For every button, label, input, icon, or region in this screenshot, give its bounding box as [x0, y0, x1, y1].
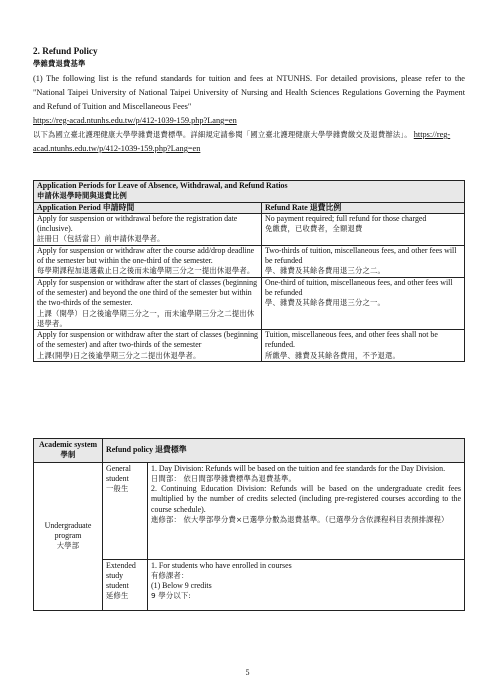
table-row	[34, 213, 465, 245]
rate-zh: 免繳費，已收費者，全額退費	[265, 224, 363, 234]
student-type-zh: 一般生	[106, 484, 129, 494]
leave-refund-table	[33, 180, 465, 362]
header-system-zh: 學制	[60, 450, 76, 460]
intro-text-zh: 以下為國立臺北護理健康大學學雜費退費標準。詳細規定請參閱「國立臺北護理健康大學學雜費繳交及退費辦法」。	[33, 130, 412, 139]
table-title-row	[34, 181, 465, 203]
period-cell	[34, 277, 262, 329]
rate-cell	[262, 330, 465, 362]
period-cell	[34, 245, 262, 277]
intro-paragraph-zh	[33, 128, 465, 156]
student-type-en: General student	[106, 463, 131, 483]
section-heading: 2. Refund Policy	[33, 46, 98, 56]
table-title-zh: 申請休退學時間與退費比例	[37, 191, 127, 201]
intro-text-en: (1) The following list is the refund standards for tuition and fees at NTUNHS. For detailed provisions, please refer to the "National Taipei University of National Taipei University of Nursing and Health Sciences Regulations Governing the Payment and Refund of Tuition and Miscellaneous Fees"	[33, 74, 465, 111]
policy-item-zh: 有修課者：	[151, 570, 189, 580]
period-en: Apply for suspension or withdraw after the course add/drop deadline of the semester but within the one-third of the semester.	[37, 245, 255, 266]
system-zh: 大學部	[56, 541, 80, 551]
period-cell	[34, 330, 262, 362]
policy-item-en: 1. For students who have enrolled in courses	[151, 560, 292, 570]
policy-item-en: 2. Continuing Education Division: Refunds will be based on the undergraduate credit fees multiplied by the number of credits selected (including pre-registered courses according to the course schedule).	[151, 484, 461, 514]
policy-header-row	[34, 439, 465, 463]
rate-cell	[262, 245, 465, 277]
table-header-row	[34, 202, 465, 213]
header-academic-system	[34, 439, 103, 463]
period-en: Apply for suspension or withdraw after the start of classes (beginning of the semester) and beyond the one third of the semester but within the two-thirds of the semester.	[37, 277, 258, 308]
rate-en: Two-thirds of tuition, miscellaneous fees, and other fees will be refunded	[265, 245, 457, 266]
rate-cell	[262, 277, 465, 329]
period-zh: 上課（開學）日之後逾學期三分之一，而未逾學期三分之二提出休退學者。	[37, 308, 255, 328]
rate-zh: 學、雜費及其餘各費用退三分之一。	[265, 298, 385, 308]
intro-paragraph-en	[33, 72, 465, 128]
period-en: Apply for suspension or withdrawal before the registration date (inclusive).	[37, 213, 238, 234]
rate-cell	[262, 213, 465, 245]
student-type-zh: 延修生	[106, 591, 129, 601]
rate-zh: 所繳學、雜費及其餘各費用，不予退還。	[265, 350, 400, 360]
rate-en: One-third of tuition, miscellaneous fees, and other fees will be refunded	[265, 277, 453, 297]
student-type-cell	[103, 559, 148, 610]
table-row	[34, 277, 465, 329]
regulation-link-1[interactable]: https://reg-acad.ntunhs.edu.tw/p/412-1039-159.php?Lang=en	[33, 116, 237, 125]
period-zh: 上課(開學)日之後逾學期三分之二提出休退學者。	[37, 350, 201, 360]
header-refund-rate: Refund Rate 退費比例	[262, 202, 465, 213]
refund-policy-table	[33, 438, 465, 611]
policy-item-zh: 進修部： 依大學部學分費×已選學分數為退費基準。（已選學分含依課程科目表預排課程）	[151, 515, 449, 525]
system-cell	[34, 462, 103, 610]
rate-en: No payment required; full refund for those charged	[265, 213, 427, 223]
refund-policy-section	[33, 46, 465, 156]
policy-item-en: 1. Day Division: Refunds will be based on the tuition and fee standards for the Day Division.	[151, 463, 446, 473]
system-en: Undergraduate program	[44, 520, 92, 540]
period-cell	[34, 213, 262, 245]
student-type-en: Extended study student	[106, 560, 136, 591]
policy-detail-cell	[148, 462, 465, 559]
header-application-period: Application Period 申請時間	[34, 202, 262, 213]
section-heading-zh: 學雜費退費基準	[33, 59, 86, 68]
table-row	[34, 462, 465, 559]
table-row	[34, 245, 465, 277]
table-row	[34, 330, 465, 362]
policy-subitem-zh: 9 學分以下:	[151, 591, 192, 601]
header-refund-policy: Refund policy 退費標準	[103, 439, 465, 463]
policy-subitem-en: (1) Below 9 credits	[151, 581, 212, 591]
header-system-en: Academic system	[38, 440, 98, 449]
policy-detail-cell	[148, 559, 465, 610]
table-title	[34, 181, 465, 203]
period-en: Apply for suspension or withdraw after the start of classes (beginning of the semester) and after two-thirds of the semester	[37, 330, 258, 350]
student-type-cell	[103, 462, 148, 559]
period-zh: 每學期課程加退選截止日之後而未逾學期三分之一提出休退學者。	[37, 266, 255, 276]
page-number: 5	[245, 668, 250, 677]
table-title-en: Application Periods for Leave of Absence, Withdrawal, and Refund Ratios	[37, 181, 288, 190]
policy-item-zh: 日間部： 依日間部學雜費標準為退費基準。	[151, 473, 296, 483]
rate-en: Tuition, miscellaneous fees, and other fees shall not be refunded.	[265, 330, 438, 350]
regulation-link-2[interactable]: https://reg-acad.ntunhs.edu.tw/p/412-1039-159.php?Lang=en	[33, 130, 451, 153]
rate-zh: 學、雜費及其餘各費用退三分之二。	[265, 266, 385, 276]
period-zh: 註冊日（包括當日）前申請休退學者。	[37, 234, 165, 244]
